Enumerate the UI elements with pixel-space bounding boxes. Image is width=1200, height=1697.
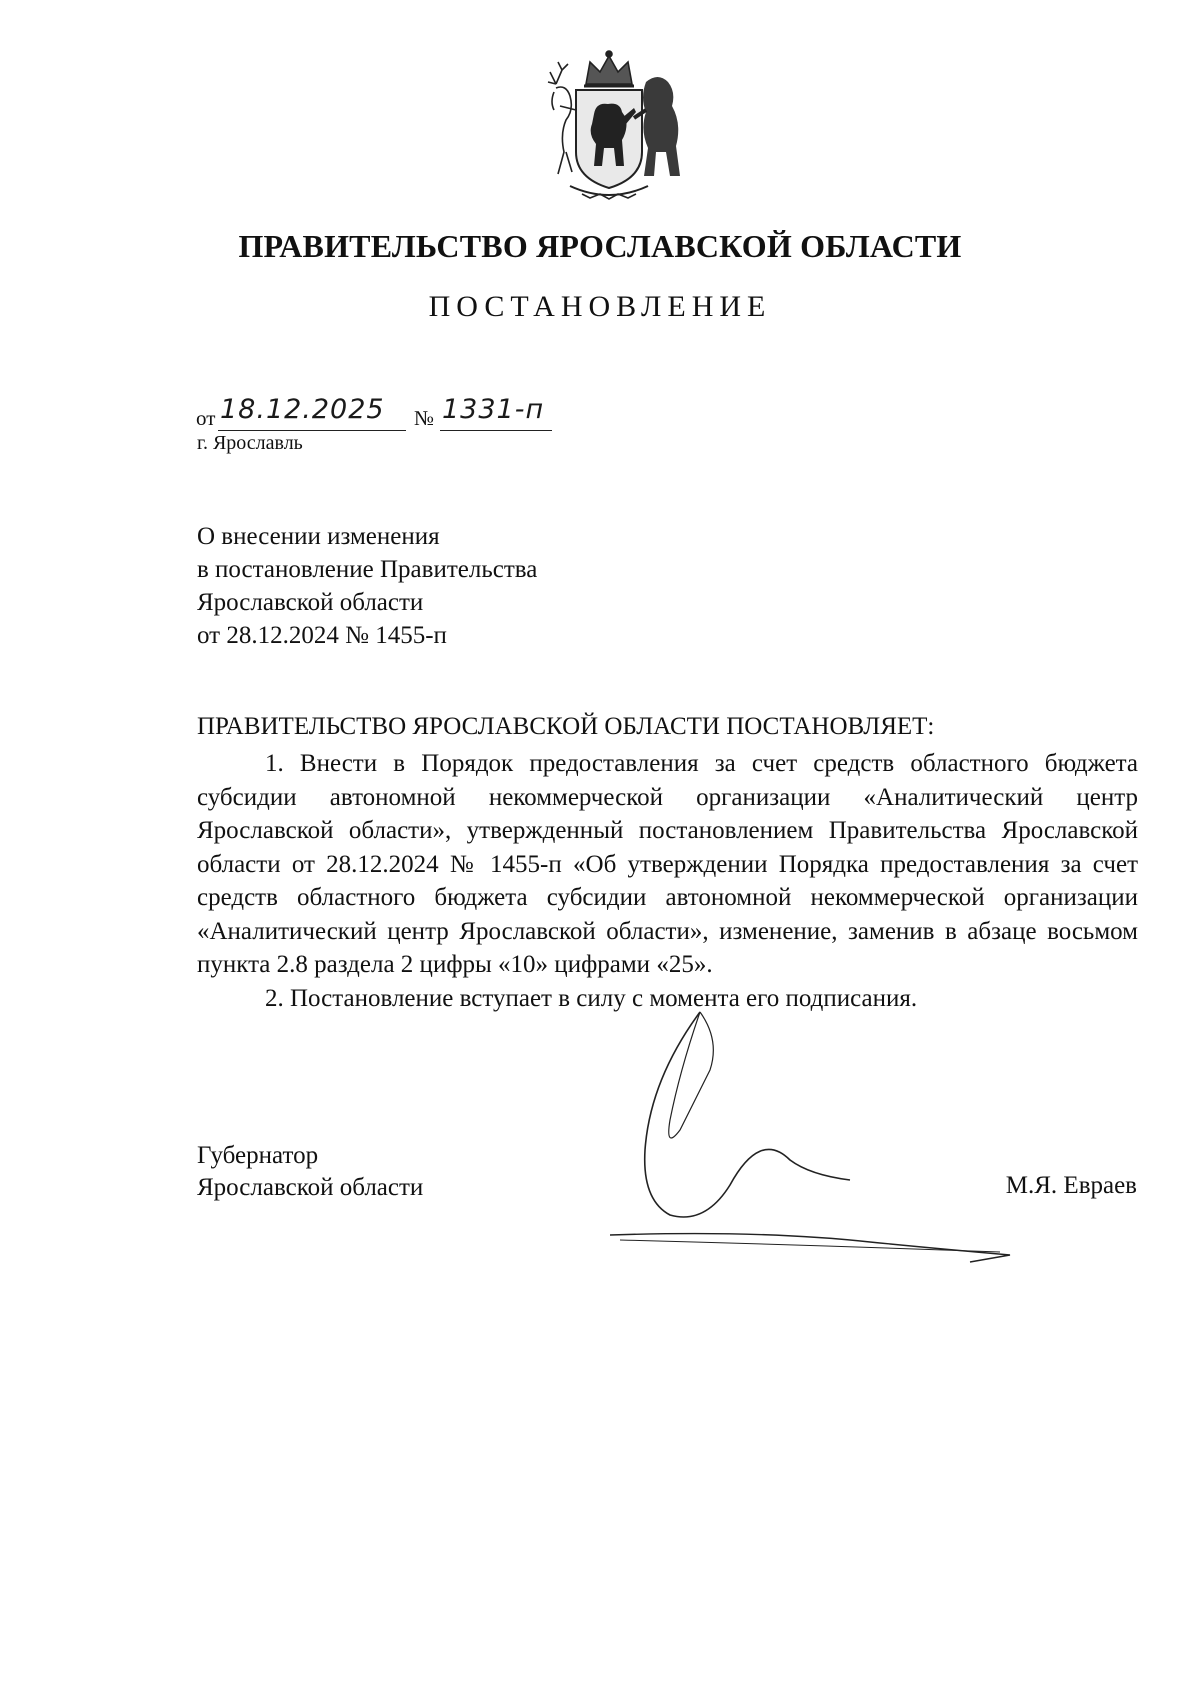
- subject-line: Ярославской области: [197, 589, 424, 616]
- signatory-role-line: Губернатор: [197, 1142, 319, 1169]
- number-underline: [440, 430, 552, 431]
- subject-line: в постановление Правительства: [197, 556, 538, 583]
- document-type: ПОСТАНОВЛЕНИЕ: [428, 290, 772, 323]
- handwritten-number: 1331-п: [442, 394, 545, 425]
- coat-of-arms-emblem: [530, 48, 688, 200]
- signatory-role: [197, 1140, 423, 1204]
- decree-paragraph: 1. Внести в Порядок предоставления за счет средств областного бюджета субсидии автономной некоммерческой организации «Аналитический центр Ярославской области», утвержденный постановлением Правительства Ярославской области от 28.12.2024 № 1455-п «Об утверждении Порядка предоставления за счет средств областного бюджета субсидии автономной некоммерческой организации «Аналитический центр Ярославской области», изменение, заменив в абзаце восьмом пункта 2.8 раздела 2 цифры «10» цифрами «25».: [197, 750, 1138, 978]
- organization-title: ПРАВИТЕЛЬСТВО ЯРОСЛАВСКОЙ ОБЛАСТИ: [238, 228, 962, 264]
- signatory-name: М.Я. Евраев: [1005, 1172, 1137, 1199]
- subject-line: от 28.12.2024 № 1455-п: [197, 622, 447, 649]
- number-prefix: №: [414, 406, 435, 430]
- signatory-role-line: Ярославской области: [197, 1174, 424, 1201]
- decree-paragraph: 2. Постановление вступает в силу с момента его подписания.: [265, 984, 918, 1012]
- document-subject: [197, 520, 537, 652]
- date-underline: [218, 430, 406, 431]
- registration-line: [196, 396, 596, 430]
- date-prefix: от: [196, 406, 216, 430]
- city: г. Ярославль: [197, 432, 303, 454]
- decree-body: [197, 747, 1138, 1015]
- decree-heading: ПРАВИТЕЛЬСТВО ЯРОСЛАВСКОЙ ОБЛАСТИ ПОСТАНОВЛЯЕТ:: [197, 713, 935, 740]
- handwritten-signature: [610, 1010, 1030, 1290]
- handwritten-date: 18.12.2025: [220, 394, 385, 425]
- subject-line: О внесении изменения: [197, 523, 440, 550]
